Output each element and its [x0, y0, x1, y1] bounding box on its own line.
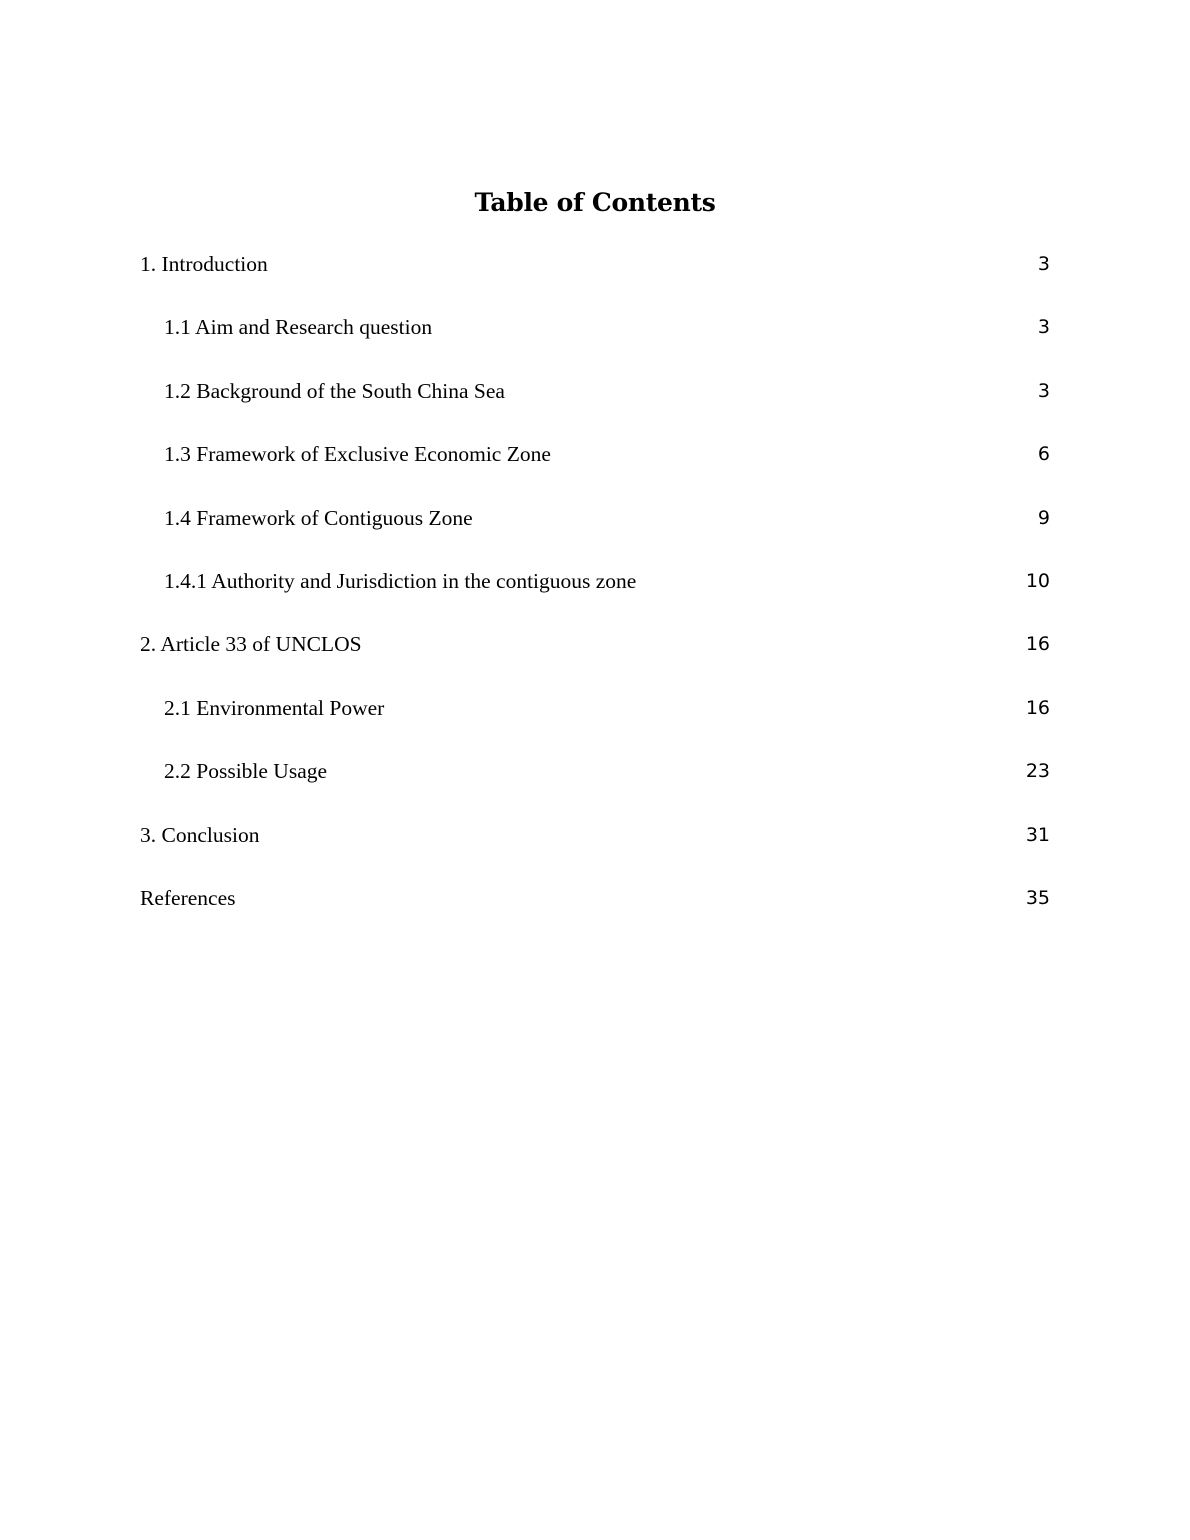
toc-title: Table of Contents: [474, 188, 716, 217]
toc-entry[interactable]: [140, 249, 1050, 312]
toc-entry-label: 1.2 Background of the South China Sea: [164, 378, 505, 403]
toc-entry-label: 2. Article 33 of UNCLOS: [140, 632, 362, 657]
toc-entry[interactable]: [140, 376, 1050, 439]
toc-entry-label: 1.4 Framework of Contiguous Zone: [164, 505, 473, 530]
toc-entry[interactable]: [140, 439, 1050, 502]
toc-entry[interactable]: [140, 629, 1050, 692]
toc-entry-label: 1.4.1 Authority and Jurisdiction in the contiguous zone: [164, 568, 637, 593]
toc-entry[interactable]: [140, 756, 1050, 819]
toc-entry-label: 1.1 Aim and Research question: [164, 315, 433, 340]
toc-entry[interactable]: [140, 883, 1050, 946]
toc-entry[interactable]: [140, 566, 1050, 629]
toc-entry-label: 2.1 Environmental Power: [164, 695, 385, 720]
toc-entry[interactable]: [140, 503, 1050, 566]
toc-entry-page-number: 3: [1037, 253, 1050, 275]
toc-entry-page-number: 3: [1037, 379, 1050, 402]
toc-entry-label: 2.2 Possible Usage: [164, 759, 328, 784]
toc-entry-label: References: [140, 885, 236, 910]
toc-entry-page-number: 3: [1037, 316, 1050, 339]
toc-entry-page-number: 16: [1025, 633, 1050, 656]
toc-entry[interactable]: [140, 693, 1050, 756]
toc-entry-page-number: 10: [1025, 569, 1050, 592]
toc-list: [140, 249, 1050, 946]
toc-entry-page-number: 16: [1025, 696, 1050, 719]
toc-entry-label: 1.3 Framework of Exclusive Economic Zone: [164, 442, 551, 467]
toc-entry-page-number: 9: [1037, 506, 1050, 529]
toc-entry-page-number: 35: [1025, 886, 1050, 909]
toc-entry-label: 1. Introduction: [140, 252, 268, 276]
toc-entry[interactable]: [140, 312, 1050, 375]
toc-entry-page-number: 6: [1037, 443, 1050, 466]
toc-entry-page-number: 23: [1025, 760, 1050, 783]
toc-entry-label: 3. Conclusion: [140, 822, 260, 847]
toc-entry-page-number: 31: [1025, 823, 1050, 846]
toc-entry[interactable]: [140, 820, 1050, 883]
